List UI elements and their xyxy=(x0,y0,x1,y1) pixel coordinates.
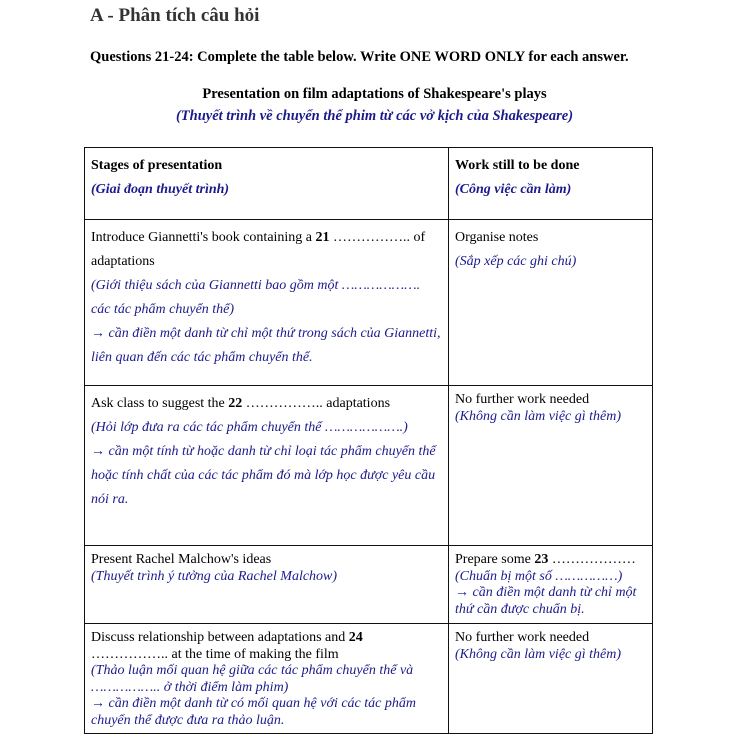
presentation-table xyxy=(84,147,653,734)
stage-vi-translation: (Thuyết trình ý tưởng của Rachel Malchow) xyxy=(91,568,338,584)
table-title: Presentation on film adaptations of Shakespeare's plays xyxy=(202,86,547,102)
work-cell xyxy=(449,546,653,624)
work-vi-hint: → cần điền một danh từ chỉ một thứ cần được chuẩn bị. xyxy=(455,585,637,617)
stage-vi-translation: (Thảo luận mối quan hệ giữa các tác phẩm chuyển thể và …………….. ở thời điểm làm phim) xyxy=(91,663,414,695)
stage-cell xyxy=(85,386,449,546)
work-text: Prepare some xyxy=(455,552,535,567)
header-work-en: Work still to be done xyxy=(455,158,580,173)
stage-vi-translation: (Hỏi lớp đưa ra các tác phẩm chuyển thể ……………….) xyxy=(91,420,408,435)
work-vi: (Không cần làm việc gì thêm) xyxy=(455,408,622,424)
stage-vi-hint: → cần điền một danh từ chỉ một thứ trong sách của Giannetti, liên quan đến các tác phẩm chuyển thể. xyxy=(91,326,441,365)
stage-text-after: …………….. adaptations xyxy=(242,396,391,411)
work-vi-translation: (Chuẩn bị một số ……………) xyxy=(455,568,623,584)
question-number: 21 xyxy=(315,230,330,245)
stage-text: Discuss relationship between adaptations and xyxy=(91,630,349,645)
header-work xyxy=(449,148,653,220)
table-row xyxy=(85,624,653,734)
table-row xyxy=(85,546,653,624)
stage-vi-hint: → cần điền một danh từ có mối quan hệ với các tác phẩm chuyển thể được đưa ra thảo luận. xyxy=(91,696,416,728)
stage-en xyxy=(91,226,442,274)
work-vi: (Không cần làm việc gì thêm) xyxy=(455,646,622,662)
question-number: 23 xyxy=(534,552,549,567)
stage-text-after: …………….. of adaptations xyxy=(91,230,426,269)
stage-cell xyxy=(85,546,449,624)
question-range: Questions 21-24: xyxy=(90,49,194,65)
header-work-vi: (Công việc cần làm) xyxy=(455,182,572,197)
question-number: 22 xyxy=(228,396,243,411)
stage-vi-translation: (Giới thiệu sách của Giannetti bao gồm một ………………. các tác phẩm chuyển thể) xyxy=(91,278,421,317)
work-cell xyxy=(449,220,653,386)
table-row xyxy=(85,386,653,546)
stage-text-after: …………….. at the time of making the film xyxy=(91,646,339,662)
work-cell xyxy=(449,624,653,734)
stage-vi-hint: → cần một tính từ hoặc danh từ chỉ loại tác phẩm chuyển thể hoặc tính chất của các tác phẩm đó mà lớp học được yêu cầu nói ra. xyxy=(91,444,436,507)
header-stages-en: Stages of presentation xyxy=(91,158,223,173)
header-stages-vi: (Giai đoạn thuyết trình) xyxy=(91,182,230,197)
stage-cell xyxy=(85,220,449,386)
stage-en xyxy=(91,552,442,569)
work-vi: (Sắp xếp các ghi chú) xyxy=(455,254,577,269)
question-number: 24 xyxy=(348,630,363,645)
work-en xyxy=(455,552,646,569)
table-subtitle: (Thuyết trình về chuyển thể phim từ các vở kịch của Shakespeare) xyxy=(175,108,574,124)
work-en: No further work needed xyxy=(455,630,590,645)
stage-text: Present Rachel Malchow's ideas xyxy=(91,552,272,567)
work-cell xyxy=(449,386,653,546)
stage-cell xyxy=(85,624,449,734)
work-en: No further work needed xyxy=(455,392,590,407)
work-text-after: ……………… xyxy=(548,552,636,567)
table-header-row xyxy=(85,148,653,220)
table-row xyxy=(85,220,653,386)
section-title: A - Phân tích câu hỏi xyxy=(90,5,260,26)
work-en: Organise notes xyxy=(455,230,539,245)
stage-text: Ask class to suggest the xyxy=(91,396,229,411)
stage-en xyxy=(91,392,442,416)
header-stages xyxy=(85,148,449,220)
stage-text: Introduce Giannetti's book containing a xyxy=(91,230,316,245)
instructions-text: Complete the table below. Write ONE WORD ONLY for each answer. xyxy=(193,49,629,65)
stage-en xyxy=(91,630,442,663)
instructions xyxy=(90,49,629,66)
